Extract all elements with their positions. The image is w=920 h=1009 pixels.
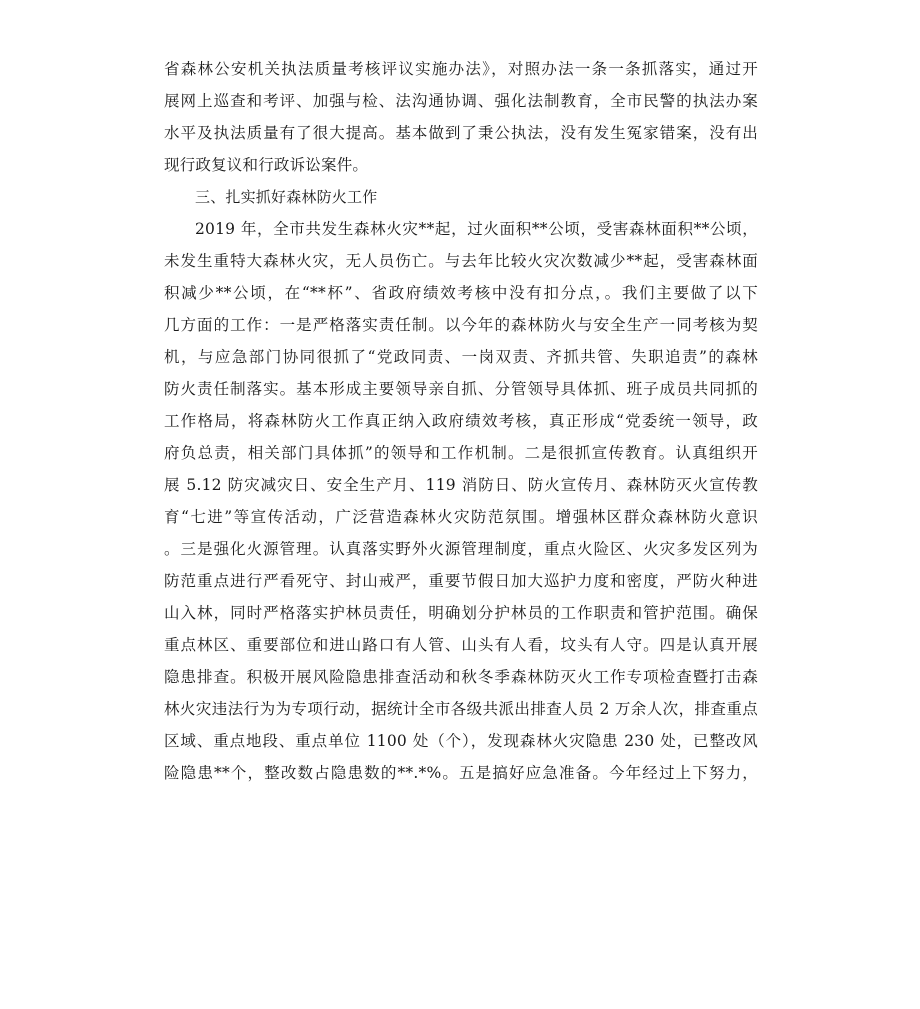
text-line: 工作格局，将森林防火工作真正纳入政府绩效考核，真正形成“党委统一领导，政	[164, 412, 758, 430]
text-line: 区域、重点地段、重点单位 1100 处（个），发现森林火灾隐患 230 处，已整改风	[164, 732, 758, 750]
text-line: 现行政复议和行政诉讼案件。	[164, 156, 369, 174]
text-line: 省森林公安机关执法质量考核评议实施办法》，对照办法一条一条抓落实，通过开	[164, 60, 758, 78]
document-page	[164, 53, 758, 789]
text-line: 育“七进”等宣传活动，广泛营造森林火灾防范氛围。增强林区群众森林防火意识	[164, 508, 758, 526]
paragraph-1	[164, 53, 758, 181]
text-line: 防范重点进行严看死守、封山戒严，重要节假日加大巡护力度和密度，严防火种进	[164, 572, 758, 590]
text-line: 防火责任制落实。基本形成主要领导亲自抓、分管领导具体抓、班子成员共同抓的	[164, 380, 758, 398]
text-line: 未发生重特大森林火灾，无人员伤亡。与去年比较火灾次数减少**起，受害森林面	[164, 252, 758, 270]
text-line: 展 5.12 防灾减灾日、安全生产月、119 消防日、防火宣传月、森林防灭火宣传教	[164, 476, 758, 494]
text-line: 机，与应急部门协同很抓了“党政同责、一岗双责、齐抓共管、失职追责”的森林	[164, 348, 758, 366]
text-line: 水平及执法质量有了很大提高。基本做到了秉公执法，没有发生冤家错案，没有出	[164, 124, 758, 142]
paragraph-2	[164, 213, 758, 789]
text-line: 几方面的工作：一是严格落实责任制。以今年的森林防火与安全生产一同考核为契	[164, 316, 758, 334]
section-heading: 三、扎实抓好森林防火工作	[195, 188, 378, 206]
text-line: 林火灾违法行为为专项行动，据统计全市各级共派出排查人员 2 万余人次，排查重点	[164, 700, 758, 718]
text-line: 险隐患**个，整改数占隐患数的**.*%。五是搞好应急准备。今年经过上下努力，	[164, 764, 758, 782]
text-line: 2019 年，全市共发生森林火灾**起，过火面积**公顷，受害森林面积**公顷，	[195, 220, 758, 238]
text-line: 府负总责，相关部门具体抓”的领导和工作机制。二是很抓宣传教育。认真组织开	[164, 444, 758, 462]
text-line: 展网上巡查和考评、加强与检、法沟通协调、强化法制教育，全市民警的执法办案	[164, 92, 758, 110]
text-line: 重点林区、重要部位和进山路口有人管、山头有人看，坟头有人守。四是认真开展	[164, 636, 758, 654]
text-line: 隐患排查。积极开展风险隐患排查活动和秋冬季森林防灭火工作专项检查暨打击森	[164, 668, 758, 686]
text-line: 。三是强化火源管理。认真落实野外火源管理制度，重点火险区、火灾多发区列为	[164, 540, 758, 558]
text-line: 山入林，同时严格落实护林员责任，明确划分护林员的工作职责和管护范围。确保	[164, 604, 758, 622]
text-line: 积减少**公顷，在“**杯”、省政府绩效考核中没有扣分点，。我们主要做了以下	[164, 284, 758, 302]
